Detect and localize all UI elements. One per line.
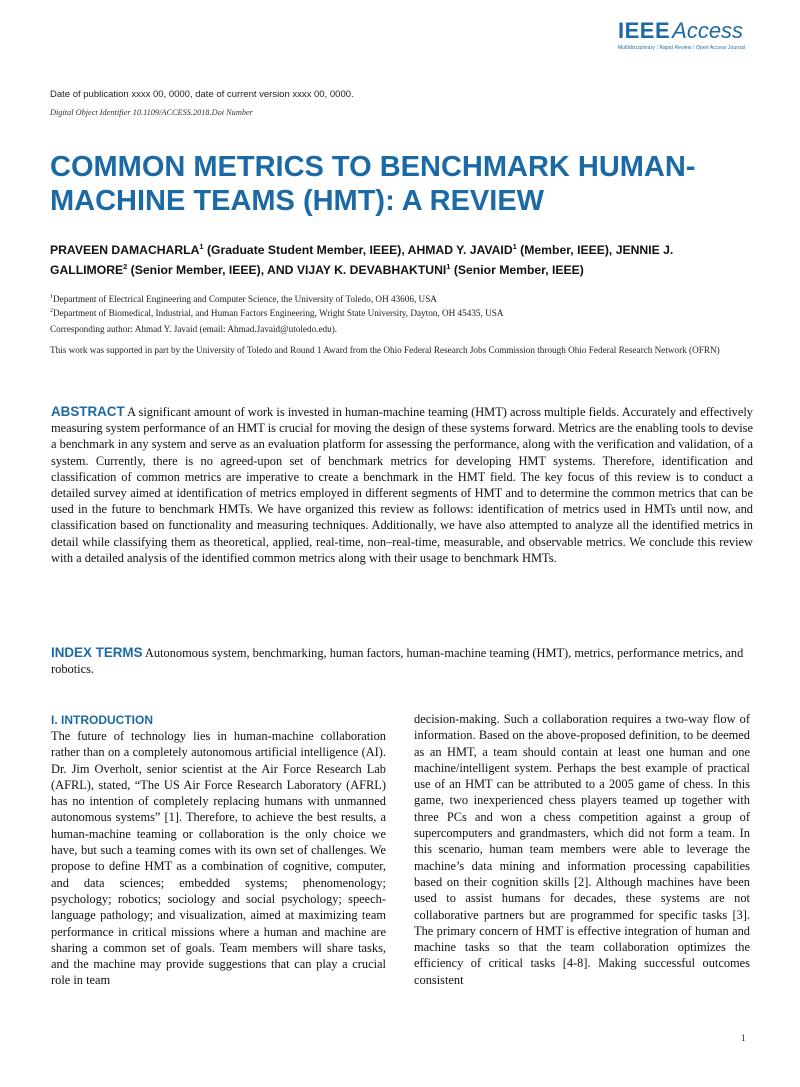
affiliation	[50, 291, 750, 305]
affiliation-text: Department of Electrical Engineering and Computer Science, the University of Toledo, OH 43606, USA	[53, 294, 437, 305]
abstract	[51, 404, 753, 566]
logo-access: Access	[672, 18, 744, 43]
author-affiliation-mark: 1	[199, 242, 204, 251]
funding-note: This work was supported in part by the University of Toledo and Round 1 Award from the Ohio Federal Research Jobs Commission through Ohio Federal Research Network (OFRN)	[50, 345, 720, 355]
affiliation-number: 1	[50, 294, 53, 300]
author-name: PRAVEEN DAMACHARLA	[50, 243, 200, 258]
body-column-right: decision-making. Such a collaboration requires a two-way flow of information. Based on the above-proposed definition, to be deemed as an HMT, a team should contain at least one human and one machine/intelligent system. Perhaps the best example of practical use of an HMT can be attributed to a 2005 game of chess. In this game, two inexperienced chess players teamed up together with three PCs and won a chess competition against a group of supercomputers and grandmasters, which did not form a team. In this scenario, human team members were able to leverage the machine’s data mining and information processing capabilities based on their cognition skills [2]. Although machines have been used to assist humans for decades, these systems are not collaborative partners but are programmed for specific tasks [3]. The primary concern of HMT is effective integration of human and machine tasks so that the team collaboration optimizes the efficiency of critical tasks [4-8]. Making successful outcomes consistent	[414, 712, 750, 987]
author-role: (Senior Member, IEEE), AND	[127, 262, 297, 277]
author-role: (Member, IEEE),	[516, 243, 616, 258]
abstract-label: ABSTRACT	[51, 404, 125, 419]
journal-logo	[618, 20, 748, 51]
doi-line: Digital Object Identifier 10.1109/ACCESS.2018.Doi Number	[50, 108, 253, 117]
abstract-text: A significant amount of work is invested in human-machine teaming (HMT) across multiple fields. Accurately and effectively measuring system performance of an HMT is crucial for moving the design of these systems forward. Metrics are the enabling tools to devise a benchmark in any system and serve as an evaluation platform for assessing the performance, along with the verification and validation, of a system. Currently, there is no agreed-upon set of benchmark metrics for developing HMT systems. Therefore, identification and classification of common metrics are imperative to create a benchmark in the HMT field. The key focus of this review is to conduct a detailed survey aimed at identification of metrics employed in different segments of HMT and to determine the common metrics that can be used in the future to benchmark HMTs. We have organized this review as follows: identification of metrics used in HMTs until now, and classification based on functionality and measuring techniques. Additionally, we have also attempted to analyze all the identified metrics in detail while classifying them as theoretical, applied, real-time, non–real-time, measurable, and observable metrics. We conclude this review with a detailed analysis of the identified common metrics along with their usage to benchmark HMTs.	[51, 405, 753, 565]
logo-ieee: IEEE	[618, 18, 671, 43]
affiliation-number: 2	[50, 308, 53, 314]
body-column-left: The future of technology lies in human-machine collaboration rather than on a completely autonomous artificial intelligence (AI). Dr. Jim Overholt, senior scientist at the Air Force Research Lab (AFRL), stated, “The US Air Force Research Laboratory (AFRL) has no intention of completely replacing humans with unmanned autonomous systems” [1]. Therefore, to achieve the best results, a human-machine teaming or collaboration is the only choice we have, but such a teaming comes with its own set of challenges. We propose to define HMT as a combination of cognitive, computer, and data sciences; embedded systems; phenomenology; psychology; robotics; sociology and social psychology; speech-language pathology; and visualization, aimed at maximizing team performance in critical missions where a human and machine are sharing a common set of goals. Team members will share tasks, and the machine may provide suggestions that can play a crucial role in team	[51, 729, 386, 988]
index-terms	[51, 645, 753, 677]
page-number: 1	[741, 1033, 746, 1043]
logo-wordmark	[618, 20, 748, 42]
author-name: AHMAD Y. JAVAID	[407, 243, 513, 258]
index-terms-text: Autonomous system, benchmarking, human factors, human-machine teaming (HMT), metrics, performance metrics, and robotics.	[51, 646, 744, 677]
author-role: (Graduate Student Member, IEEE),	[203, 243, 408, 258]
paper-title: COMMON METRICS TO BENCHMARK HUMAN-MACHINE TEAMS (HMT): A REVIEW	[50, 151, 696, 217]
author-role: (Senior Member, IEEE)	[450, 262, 584, 277]
author-affiliation-mark: 2	[123, 261, 128, 271]
author-name: VIJAY K. DEVABHAKTUNI	[296, 262, 447, 277]
index-terms-label: INDEX TERMS	[51, 645, 143, 660]
affiliation	[50, 305, 750, 319]
author-affiliation-mark: 1	[512, 242, 517, 251]
author-list	[50, 239, 750, 278]
corresponding-author: Corresponding author: Ahmad Y. Javaid (email: Ahmad.Javaid@utoledo.edu).	[50, 324, 338, 334]
logo-tagline: Multidisciplinary ⁞ Rapid Review ⁞ Open Access Journal	[618, 45, 746, 51]
author-name: JENNIE J. GALLIMORE	[50, 243, 674, 277]
affiliation-text: Department of Biomedical, Industrial, and Human Factors Engineering, Wright State University, Dayton, OH 45435, USA	[53, 308, 504, 319]
section-heading: I. INTRODUCTION	[51, 713, 153, 727]
publication-date: Date of publication xxxx 00, 0000, date of current version xxxx 00, 0000.	[50, 89, 354, 100]
author-affiliation-mark: 1	[446, 261, 451, 271]
